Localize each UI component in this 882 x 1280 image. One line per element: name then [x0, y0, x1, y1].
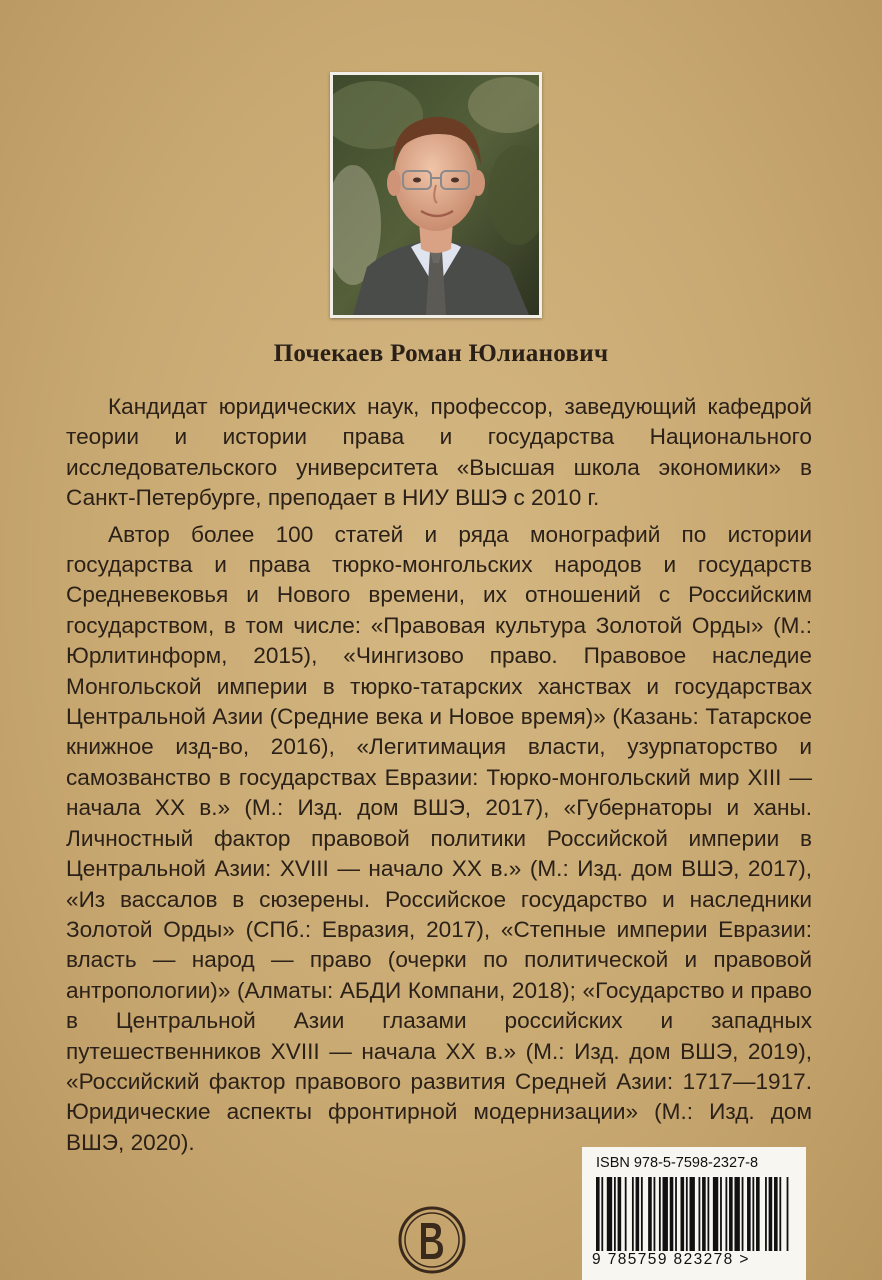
- author-biography: [66, 392, 812, 1164]
- author-name: Почекаев Роман Юлианович: [273, 340, 609, 367]
- bio-paragraph-publications: Автор более 100 статей и ряда монографий по истории государства и права тюрко-монгольских народов и государств Средневековья и Нового времени, их отношений с Российским государством, в том числе: «Правовая культура Золотой Орды» (М.: Юрлитинформ, 2015), «Чингизово право. Правовое наследие Монгольской империи в тюрко-татарских ханствах и государствах Центральной Азии (Средние века и Новое время)» (Казань: Татарское книжное изд-во, 2016), «Легитимация власти, узурпаторство и самозванство в государствах Евразии: Тюрко-монгольский мир XIII — начала XX в.» (М.: Изд. дом ВШЭ, 2017), «Губернаторы и ханы. Личностный фактор правовой политики Российской империи в Центральной Азии: XVIII — начало XX в.» (М.: Изд. дом ВШЭ, 2017), «Из вассалов в сюзерены. Российское государство и наследники Золотой Орды» (СПб.: Евразия, 2017), «Степные империи Евразии: власть — народ — право (очерки по политической и правовой антропологии)» (Алматы: АБДИ Компани, 2018); «Государство и право в Центральной Азии глазами российских и западных путешественников XVIII — начала XX в.» (М.: Изд. дом ВШЭ, 2019), «Российский фактор правового развития Средней Азии: 1717—1917. Юридические аспекты фронтирной модернизации» (М.: Изд. дом ВШЭ, 2020).: [66, 521, 812, 1155]
- isbn-barcode-block: [582, 1147, 806, 1280]
- author-portrait-image: [333, 75, 539, 315]
- isbn-number: ISBN 978-5-7598-2327-8: [596, 1155, 759, 1171]
- barcode-icon: [596, 1177, 792, 1251]
- barcode-digits: 9 785759 823278 >: [592, 1251, 750, 1268]
- bio-paragraph-credentials: Кандидат юридических наук, профессор, заведующий кафедрой теории и истории права и государства Национального исследовательского университета «Высшая школа экономики» в Санкт-Петербурге, преподает в НИУ ВШЭ с 2010 г.: [66, 394, 812, 511]
- author-photo: [330, 72, 542, 318]
- hse-logo-icon: [397, 1205, 467, 1275]
